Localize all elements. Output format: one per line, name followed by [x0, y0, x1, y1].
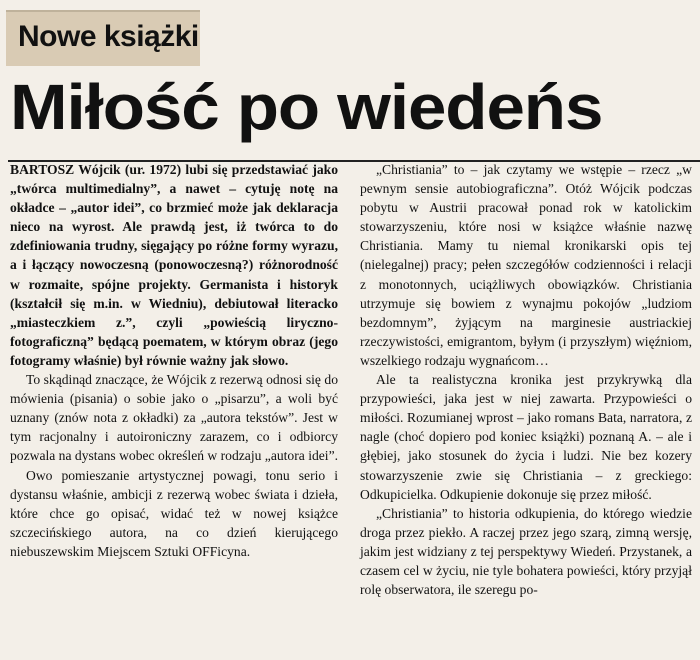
paragraph: Owo pomieszanie artystycznej powagi, tonu serio i dystansu właśnie, ambicji z rezerwą wobec świata i dzieła, które chce go opisać, widać też w nowej książce szczecińskiego autora, na co dzień kierującego niebuszewskim Miejscem Sztuki OFFicyna.	[10, 467, 338, 559]
section-label: Nowe książki	[18, 20, 199, 53]
section-tag	[6, 10, 200, 66]
paragraph: Ale ta realistyczna kronika jest przykrywką dla przypowieści, jaka jest w niej zawarta. Przypowieści o miłości. Rozumianej wprost – jako romans Bata, narratora, z nagle (choć dopiero pod koniec książki) poznaną A. – ale i głębiej, jako stosunek do życia i ludzi. Nie bez kozery stowarzyszenie zwie się Christiania – z greckiego: Odkupicielka. Odkupienie dokonuje się przez miłość.	[360, 372, 692, 502]
lead-text: lubi się przedstawiać jako „twórca multimedialny”, a nawet – cytuję notę na okładce – „autor idei”, co brzmieć może jak deklaracja nieco na wyrost. Ale prawdą jest, iż twórca to do zdefiniowania trudny, sięgający po różne formy wyrazu, a i łączący nowoczesną (ponowoczesną?) różnorodność w rozmaite, spójne projekty. Germanista i historyk (kształcił się m.in. w Wiedniu), debiutował literacko „miasteczkiem z.”, czyli „powieścią liryczno-fotograficzną” będącą poematem, w którym obraz (jego fotogramy właśnie) był równie ważny jak słowo.	[10, 162, 339, 368]
paragraph: „Christiania” to historia odkupienia, do którego wiedzie droga przez piekło. A raczej przez jego szarą, zimną wersję, jakim jest widziany z tej perspektywy Wiedeń. Przystanek, a czasem cel w życiu, nie tyle bohatera powieści, który przyjął rolę obserwatora, ile szeregu po-	[360, 505, 692, 598]
lead-author: BARTOSZ Wójcik (ur. 1972)	[10, 162, 182, 177]
paragraph: „Christiania” to – jak czytamy we wstępie – rzecz „w pewnym sensie autobiograficzna”. Otóż Wójcik podczas pobytu w Austrii pracował ponad rok w katolickim stowarzyszeniu, które nosi w książce właśnie nazwę Christiania. Mamy tu niemal kronikarski opis tej (nielegalnej) pracy; pełen szczegółów codzienności i relacji z monotonnych, uciążliwych obowiązków. Christiania utrzymuje się bowiem z wynajmu pokojów „ludziom bezdomnym”, żyjącym na marginesie austriackiej rzeczywistości, emigrantom, byłym (i przyszłym) więźniom, wszelkiego rodzaju wygnańcom…	[360, 162, 692, 368]
article-headline: Miłość po wiedeńs	[10, 71, 603, 143]
left-column	[10, 160, 338, 561]
right-column	[360, 160, 692, 599]
lead-paragraph	[10, 160, 338, 370]
paragraph: To skądinąd znaczące, że Wójcik z rezerwą odnosi się do mówienia (pisania) o sobie jako o „pisarzu”, a woli być uznany (znów nota z okładki) za „autora tekstów”. Jest w tym racjonalny i autoironiczny zarazem, co i odbiorcy pozwala na dystans wobec określeń w rodzaju „autora idei”.	[10, 372, 339, 464]
